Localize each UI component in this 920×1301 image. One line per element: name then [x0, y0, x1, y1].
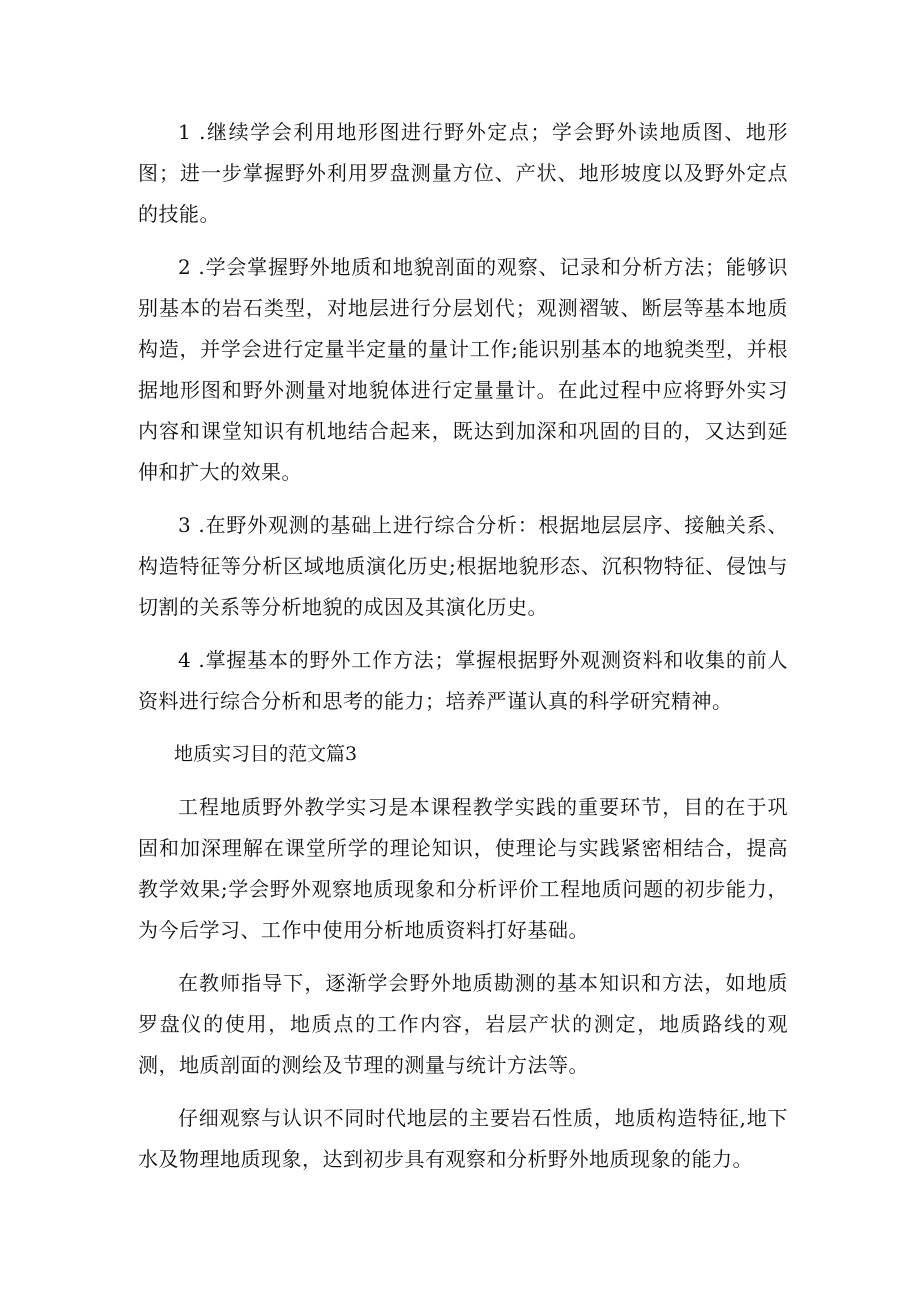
document-body — [138, 112, 788, 1180]
paragraph-purpose: 工程地质野外教学实习是本课程教学实践的重要环节，目的在于巩固和加深理解在课堂所学的理论知识，使理论与实践紧密相结合，提高教学效果;学会野外观察地质现象和分析评价工程地质问题的初步能力，为今后学习、工作中使用分析地质资料打好基础。 — [138, 795, 788, 942]
paragraph-observation: 仔细观察与认识不同时代地层的主要岩石性质，地质构造特征,地下水及物理地质现象，达到初步具有观察和分析野外地质现象的能力。 — [138, 1106, 788, 1171]
paragraph-objective-1: 1 .继续学会利用地形图进行野外定点；学会野外读地质图、地形图；进一步掌握野外利用罗盘测量方位、产状、地形坡度以及野外定点的技能。 — [138, 120, 788, 226]
paragraph-methods: 在教师指导下，逐渐学会野外地质勘测的基本知识和方法，如地质罗盘仪的使用，地质点的工作内容，岩层产状的测定，地质路线的观测，地质剖面的测绘及节理的测量与统计方法等。 — [138, 971, 788, 1077]
paragraph-objective-3: 3 .在野外观测的基础上进行综合分析：根据地层层序、接触关系、构造特征等分析区域地质演化历史;根据地貌形态、沉积物特征、侵蚀与切割的关系等分析地貌的成因及其演化历史。 — [138, 513, 788, 619]
paragraph-objective-2: 2 .学会掌握野外地质和地貌剖面的观察、记录和分析方法；能够识别基本的岩石类型，对地层进行分层划代；观测褶皱、断层等基本地质构造，并学会进行定量半定量的量计工作;能识别基本的地貌类型，并根据地形图和野外测量对地貌体进行定量量计。在此过程中应将野外实习内容和课堂知识有机地结合起来，既达到加深和巩固的目的，又达到延伸和扩大的效果。 — [138, 255, 788, 484]
section-heading: 地质实习目的范文篇3 — [174, 743, 358, 765]
paragraph-objective-4: 4 .掌握基本的野外工作方法；掌握根据野外观测资料和收集的前人资料进行综合分析和思考的能力；培养严谨认真的科学研究精神。 — [138, 648, 788, 713]
